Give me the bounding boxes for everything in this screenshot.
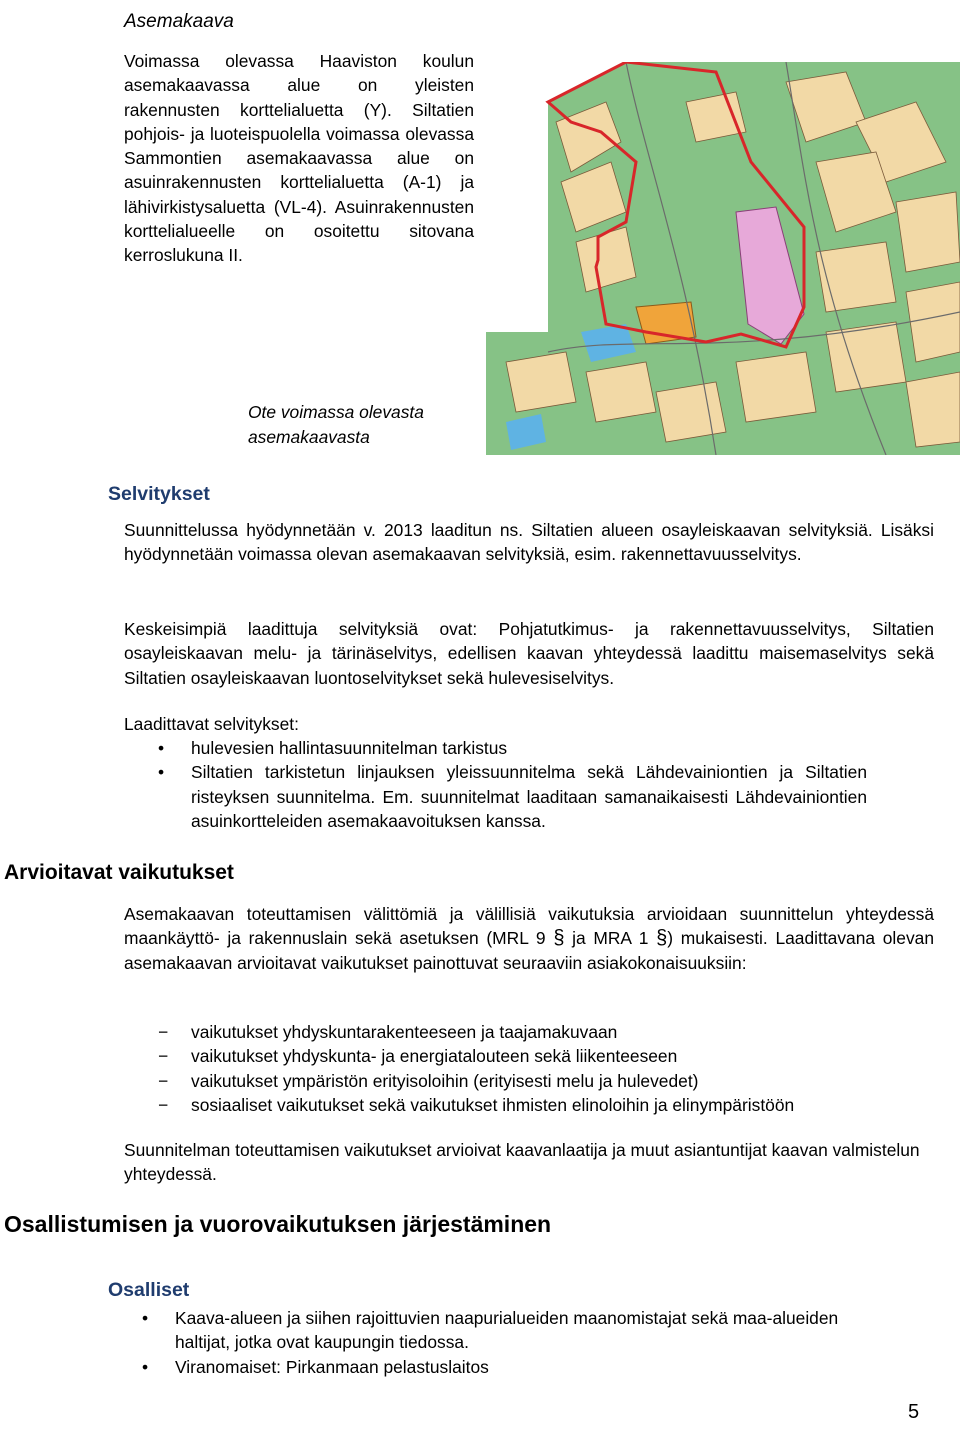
- list-item: [108, 1306, 898, 1355]
- list-item-text: hulevesien hallintasuunnitelman tarkistus: [191, 738, 508, 758]
- vaikutukset-text-part-3: ) mukaisesti. Laadittavana olevan asemakaavan arvioitavat vaikutukset painottuvat seuraaviin asiakokonaisuuksiin:: [124, 928, 934, 973]
- section-heading-osalliset: Osalliset: [108, 1279, 190, 1301]
- list-item: [57, 1044, 867, 1068]
- selvitykset-list: [57, 736, 867, 833]
- section-heading-osallistuminen: Osallistumisen ja vuorovaikutuksen järjestäminen: [4, 1211, 552, 1237]
- vaikutukset-list: [57, 1020, 867, 1117]
- asemakaava-paragraph: Voimassa olevassa Haaviston koulun asemakaavassa alue on yleisten rakennusten korttelialuetta (Y). Siltatien pohjois- ja luoteispuolella voimassa olevassa Sammontien asemakaavassa alue on asuinrakennusten korttelialuetta (A-1) ja lähivirkistysaluetta (VL-4). Asuinrakennusten korttelialueelle on osoitettu sitovana kerroslukuna II.: [124, 51, 474, 266]
- list-item-text: sosiaaliset vaikutukset sekä vaikutukset ihmisten elinoloihin ja elinympäristöön: [191, 1094, 795, 1115]
- list-item: [57, 736, 867, 760]
- selvitykset-list-intro: Laadittavat selvitykset:: [124, 714, 299, 734]
- vaikutukset-paragraph: [124, 902, 934, 975]
- page-number: 5: [908, 1401, 920, 1423]
- section-sign: §: [656, 927, 668, 950]
- list-item-text: vaikutukset ympäristön erityisoloihin (erityisesti melu ja hulevedet): [191, 1070, 699, 1091]
- list-item: [57, 1093, 867, 1117]
- vaikutukset-text-part-1: Asemakaavan toteuttamisen välittömiä ja välillisiä vaikutuksia arvioidaan suunnittelun yhteydessä maankäyttö- ja rakennuslain sekä asetuksen (MRL 9: [124, 904, 934, 949]
- bullet-icon: •: [158, 762, 165, 783]
- list-item-text: vaikutukset yhdyskuntarakenteeseen ja taajamakuvaan: [191, 1022, 618, 1042]
- map-caption: [248, 400, 424, 450]
- selvitykset-paragraph-2: Keskeisimpiä laadittuja selvityksiä ovat: Pohjatutkimus- ja rakennettavuusselvitys, Siltatien osayleiskaavan melu- ja tärinäselvitys, edellisen kaavan yhteydessä laadittu maisemaselvitys sekä Siltatien osayleiskaavan luontoselvitykset sekä hulevesiselvitys.: [124, 619, 934, 688]
- bullet-icon: •: [142, 1356, 149, 1377]
- selvitykset-paragraph-1: Suunnittelussa hyödynnetään v. 2013 laaditun ns. Siltatien alueen osayleiskaavan selvityksiä. Lisäksi hyödynnetään voimassa olevan asemakaavan selvityksiä, esim. rakennettavuusselvitys.: [124, 520, 934, 565]
- list-item-text: vaikutukset yhdyskunta- ja energiatalouteen sekä liikenteeseen: [191, 1046, 678, 1067]
- section-heading-selvitykset: Selvitykset: [108, 483, 210, 505]
- vaikutukset-closing: Suunnitelman toteuttamisen vaikutukset arvioivat kaavanlaatija ja muut asiantuntijat kaavan valmistelun yhteydessä.: [124, 1140, 920, 1185]
- section-sign: §: [553, 927, 565, 950]
- zoning-map-excerpt: [486, 62, 960, 455]
- list-item: [57, 760, 867, 833]
- list-item-text: Kaava-alueen ja siihen rajoittuvien naapurialueiden maanomistajat sekä maa-alueiden haltijat, jotka ovat kaupungin tiedossa.: [175, 1308, 839, 1353]
- list-item-text: Siltatien tarkistetun linjauksen yleissuunnitelma sekä Lähdevainiontien ja Siltatien risteyksen suunnitelma. Em. suunnitelmat laaditaan samanaikaisesti Lähdevainiontien asuinkortteleiden asemakaavoituksen kanssa.: [191, 762, 867, 831]
- dash-icon: −: [158, 1070, 169, 1091]
- list-item: [57, 1020, 867, 1044]
- list-item-text: Viranomaiset: Pirkanmaan pelastuslaitos: [175, 1356, 489, 1377]
- zoning-map-image: [486, 62, 960, 455]
- map-caption-line-2: asemakaavasta: [248, 427, 370, 447]
- dash-icon: −: [158, 1022, 169, 1042]
- bullet-icon: •: [142, 1308, 149, 1328]
- section-heading-asemakaava: Asemakaava: [124, 11, 234, 32]
- map-caption-line-1: Ote voimassa olevasta: [248, 402, 424, 422]
- dash-icon: −: [158, 1094, 169, 1115]
- osalliset-list: [108, 1306, 898, 1379]
- bullet-icon: •: [158, 738, 165, 758]
- list-item: [108, 1355, 898, 1379]
- list-item: [57, 1069, 867, 1093]
- vaikutukset-text-part-2: ja MRA 1: [564, 928, 657, 949]
- section-heading-vaikutukset: Arvioitavat vaikutukset: [4, 861, 234, 884]
- dash-icon: −: [158, 1046, 169, 1067]
